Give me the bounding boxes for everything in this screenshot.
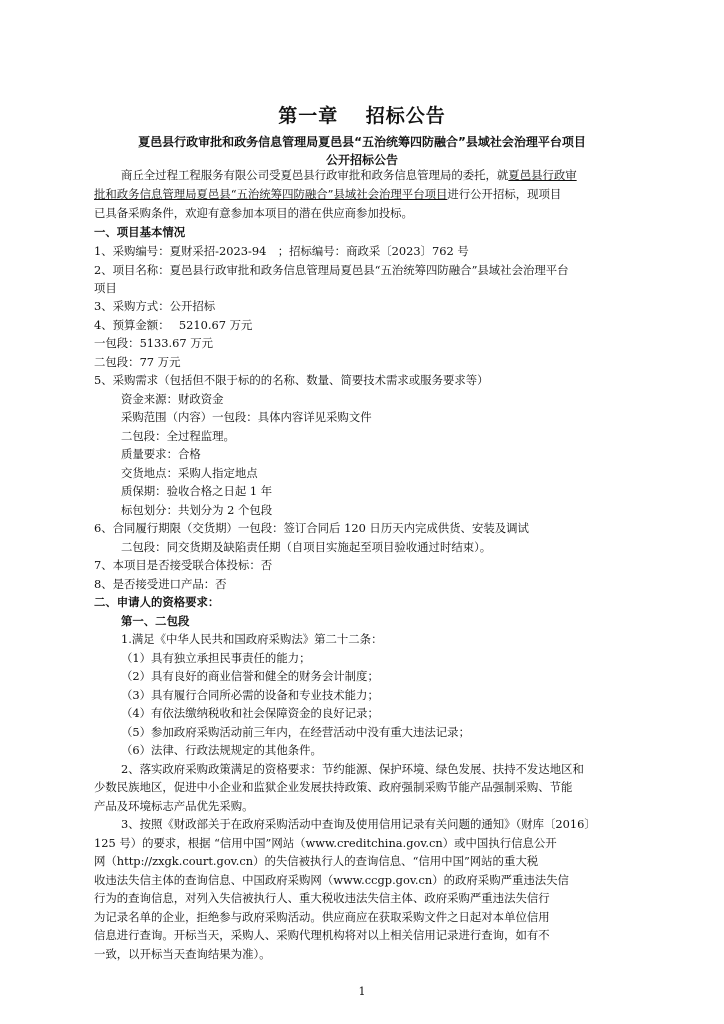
requirement-3-line-5: 行为的查询信息，对列入失信被执行人、重大税收违法失信主体、政府采购严重违法失信行 (94, 891, 550, 905)
requirement-1-a: （1）具有独立承担民事责任的能力； (121, 651, 311, 665)
section1-heading: 一、项目基本情况 (94, 225, 186, 239)
item-2-cont: 项目 (94, 281, 117, 295)
requirement-3-line-8: 一致，以开标当天查询结果为准）。 (94, 947, 271, 961)
item-7: 7、本项目是否接受联合体投标：否 (94, 558, 273, 572)
item-6-package-2: 二包段：同交货期及缺陷责任期（自项目实施起至项目验收通过时结束）。 (121, 540, 492, 554)
requirement-1: 1.满足《中华人民共和国政府采购法》第二十二条： (121, 632, 383, 646)
item-5: 5、采购需求（包括但不限于标的的名称、数量、简要技术需求或服务要求等） (94, 373, 489, 387)
intro-underlined-1: 夏邑县行政审 (508, 168, 577, 182)
intro-line-2 (94, 186, 650, 203)
intro-text-2: 进行公开招标，现项目 (447, 187, 562, 201)
requirement-2-line-3: 产品及环境标志产品优先采购。 (94, 799, 254, 813)
intro-text-1: 商丘全过程工程服务有限公司受夏邑县行政审批和政务信息管理局的委托，就 (121, 168, 509, 182)
package-1-budget: 一包段：5133.67 万元 (94, 336, 214, 350)
intro-line-3: 已具备采购条件，欢迎有意参加本项目的潜在供应商参加投标。 (94, 206, 413, 220)
requirement-1-b: （2）具有良好的商业信誉和健全的财务会计制度； (121, 669, 379, 683)
requirement-2-line-1: 2、落实政府采购政策满足的资格要求：节约能源、保护环境、绿色发展、扶持不发达地区和 (121, 762, 584, 776)
requirement-1-f: （6）法律、行政法规规定的其他条件。 (121, 743, 322, 757)
page-number: 1 (358, 985, 366, 998)
chapter-title: 第一章 招标公告 (278, 105, 446, 127)
item-6: 6、合同履行期限（交货期）一包段：签订合同后 120 日历天内完成供货、安装及调试 (94, 521, 529, 535)
need-packages: 标包划分：共划分为 2 个包段 (121, 503, 273, 517)
requirement-3-line-3: 网（http://zxgk.court.gov.cn）的失信被执行人的查询信息、“信用中国”网站的重大税 (94, 854, 539, 868)
item-4: 4、预算金额： 5210.67 万元 (94, 318, 253, 332)
section2-subheading: 第一、二包段 (121, 614, 190, 628)
need-warranty: 质保期：验收合格之日起 1 年 (121, 484, 273, 498)
requirement-1-e: （5）参加政府采购活动前三年内，在经营活动中没有重大违法记录； (121, 725, 470, 739)
requirement-3-line-6: 为记录名单的企业，拒绝参与政府采购活动。供应商应在获取采购文件之日起对本单位信用 (94, 910, 550, 924)
intro-underlined-2: 批和政务信息管理局夏邑县“五治统筹四防融合”县域社会治理平台项目 (94, 187, 448, 201)
need-quality: 质量要求：合格 (121, 447, 201, 461)
project-title: 夏邑县行政审批和政务信息管理局夏邑县“五治统筹四防融合”县域社会治理平台项目 (138, 135, 586, 149)
requirement-3-line-4: 收违法失信主体的查询信息、中国政府采购网（www.ccgp.gov.cn）的政府采购严重违法失信 (94, 873, 569, 887)
notice-title: 公开招标公告 (325, 153, 398, 167)
item-2: 2、项目名称：夏邑县行政审批和政务信息管理局夏邑县“五治统筹四防融合”县域社会治理平台 (94, 263, 569, 277)
section2-heading: 二、申请人的资格要求： (94, 595, 220, 609)
requirement-1-d: （4）有依法缴纳税收和社会保障资金的良好记录； (121, 706, 379, 720)
need-delivery: 交货地点：采购人指定地点 (121, 466, 258, 480)
need-funding: 资金来源：财政资金 (121, 392, 224, 406)
requirement-3-line-7: 信息进行查询。开标当天，采购人、采购代理机构将对以上相关信用记录进行查询，如有不 (94, 928, 550, 942)
requirement-3-line-1: 3、按照《财政部关于在政府采购活动中查询及使用信用记录有关问题的通知》（财库〔2016〕 (121, 817, 596, 831)
package-2-budget: 二包段：77 万元 (94, 355, 181, 369)
requirement-1-c: （3）具有履行合同所必需的设备和专业技术能力； (121, 688, 379, 702)
item-3: 3、采购方式：公开招标 (94, 299, 216, 313)
intro-line-1 (121, 167, 650, 184)
requirement-3-line-2: 125 号）的要求，根据 “信用中国”网站（www.creditchina.gov.cn）或中国执行信息公开 (94, 836, 557, 850)
need-scope-2: 二包段：全过程监理。 (121, 429, 235, 443)
item-8: 8、是否接受进口产品：否 (94, 577, 227, 591)
item-1: 1、采购编号：夏财采招-2023-94 ；招标编号：商政采〔2023〕762 号 (94, 244, 469, 258)
requirement-2-line-2: 少数民族地区，促进中小企业和监狱企业发展扶持政策、政府强制采购节能产品强制采购、节能 (94, 780, 573, 794)
need-scope-1: 采购范围（内容）一包段：具体内容详见采购文件 (121, 410, 372, 424)
